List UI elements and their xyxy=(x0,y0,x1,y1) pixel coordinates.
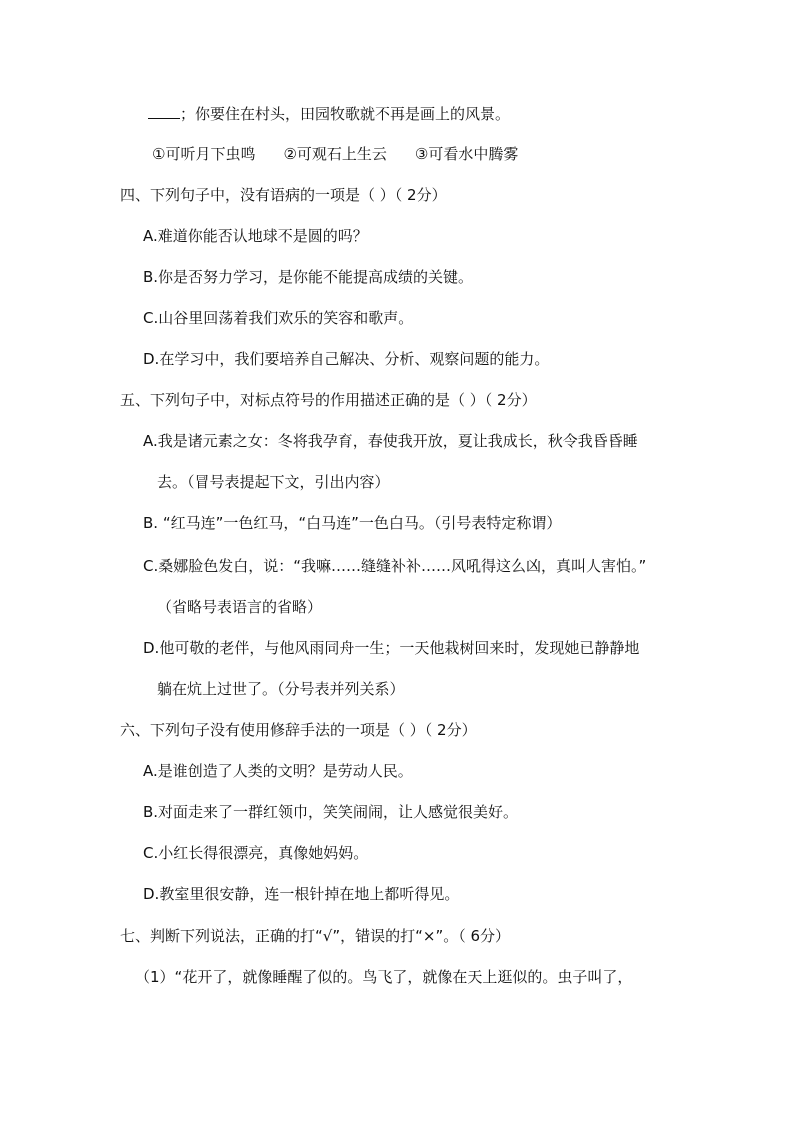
q6-option-b: B.对面走来了一群红领巾，笑笑闹闹，让人感觉很美好。 xyxy=(143,803,519,821)
q5-option-c-cont: （省略号表语言的省略） xyxy=(157,598,323,616)
q6-option-a: A.是谁创造了人类的文明？是劳动人民。 xyxy=(143,762,413,780)
question-7-heading: 七、判断下列说法，正确的打“√”，错误的打“×”。（ 6分） xyxy=(120,927,511,945)
q6-option-d: D.教室里很安静，连一根针掉在地上都听得见。 xyxy=(143,885,460,903)
q5-option-d-cont: 躺在炕上过世了。（分号表并列关系） xyxy=(157,680,405,698)
q5-option-a-cont: 去。（冒号表提起下文，引出内容） xyxy=(157,473,390,491)
q4-option-c: C.山谷里回荡着我们欢乐的笑容和歌声。 xyxy=(143,309,414,327)
q7-item-1: （1）“花开了，就像睡醒了似的。鸟飞了，就像在天上逛似的。虫子叫了， xyxy=(135,968,633,986)
q4-option-b: B.你是否努力学习，是你能不能提高成绩的关键。 xyxy=(143,268,474,286)
q5-option-b: B. “红马连”一色红马，“白马连”一色白马。（引号表特定称谓） xyxy=(143,514,562,532)
q4-option-a: A.难道你能否认地球不是圆的吗？ xyxy=(143,227,368,245)
option-2: ②可观石上生云 xyxy=(283,145,387,163)
text-line-poem-end: ；你要住在村头，田园牧歌就不再是画上的风景。 xyxy=(148,104,510,124)
answer-blank[interactable] xyxy=(148,104,180,119)
question-6-heading: 六、下列句子没有使用修辞手法的一项是（ ）（ 2分） xyxy=(120,721,477,739)
q5-option-d: D.他可敬的老伴，与他风雨同舟一生；一天他栽树回来时，发现她已静静地 xyxy=(143,639,640,657)
poem-options xyxy=(152,144,518,164)
option-1: ①可听月下虫鸣 xyxy=(152,145,256,163)
q4-option-d: D.在学习中，我们要培养自己解决、分析、观察问题的能力。 xyxy=(143,350,550,368)
q5-option-c: C.桑娜脸色发白，说：“我嘛……缝缝补补……风吼得这么凶，真叫人害怕。” xyxy=(143,557,647,575)
q6-option-c: C.小红长得很漂亮，真像她妈妈。 xyxy=(143,844,369,862)
option-3: ③可看水中腾雾 xyxy=(414,145,519,163)
q5-option-a: A.我是诸元素之女：冬将我孕育，春使我开放，夏让我成长，秋令我昏昏睡 xyxy=(143,432,638,450)
question-5-heading: 五、下列句子中，对标点符号的作用描述正确的是（ ）（ 2分） xyxy=(120,391,537,409)
question-4-heading: 四、下列句子中，没有语病的一项是（ ）（ 2分） xyxy=(120,186,447,204)
